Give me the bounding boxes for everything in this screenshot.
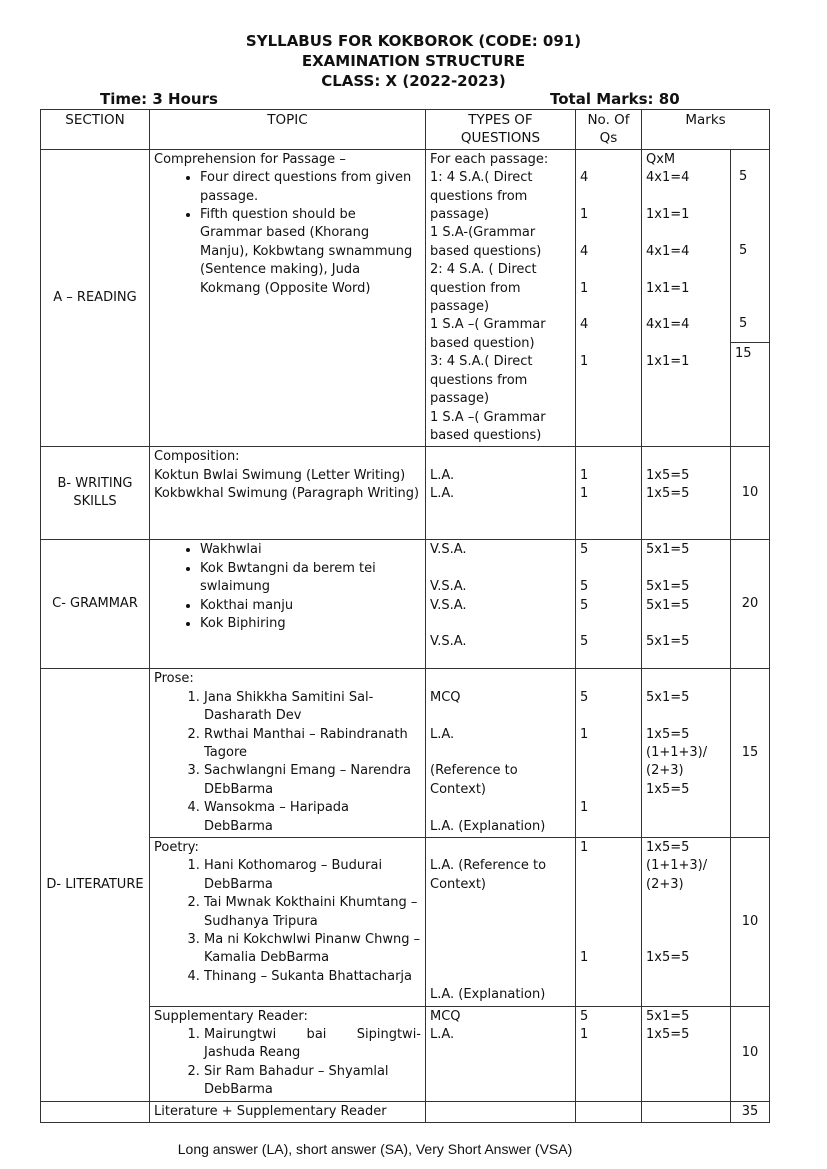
qxm-value: 5x1=5	[646, 542, 690, 558]
total-marks-label: Total Marks: 80	[550, 90, 680, 108]
section-writing: B- WRITING SKILLS	[41, 447, 150, 540]
qs-value: 1	[580, 354, 589, 370]
qs-value: 4	[580, 243, 589, 259]
poetry-heading: Poetry:	[154, 839, 199, 855]
subtotal-value: 5	[739, 316, 748, 332]
list-item: • Kokthai manju	[200, 597, 421, 615]
poetry-topic	[150, 837, 426, 1006]
qxm-value: (1+1+3)/	[646, 858, 708, 874]
reading-topic-intro: Comprehension for Passage –	[154, 151, 346, 167]
list-item: 2. Tai Mwnak Kokthaini Khumtang – Sudhanya Tripura	[204, 894, 421, 931]
table-row	[41, 837, 770, 1006]
topic-line: Koktun Bwlai Swimung (Letter Writing)	[154, 467, 406, 483]
list-item: 3. Sachwlangni Emang – Narendra DEbBarma	[204, 762, 421, 799]
grammar-topic	[150, 540, 426, 669]
reading-total: 15	[731, 342, 769, 365]
qs-value: 1	[580, 207, 589, 222]
list-item: • Four direct questions from given passage.	[200, 169, 421, 206]
grammar-types	[426, 540, 576, 669]
qs-value: 1	[580, 280, 589, 296]
doc-class: CLASS: X (2022-2023)	[321, 72, 506, 90]
supplementary-heading: Supplementary Reader:	[154, 1008, 308, 1024]
footer-note: Long answer (LA), short answer (SA), Very Short Answer (VSA)	[177, 1141, 573, 1157]
qs-value: 5	[580, 579, 589, 595]
type-item: MCQ	[430, 689, 461, 705]
col-no-qs: No. Of Qs	[576, 110, 642, 150]
writing-qxm	[642, 447, 731, 540]
prose-total: 15	[731, 669, 770, 838]
qs-value: 1	[580, 950, 589, 966]
list-item: • Kok Bwtangni da berem tei swlaimung	[200, 560, 421, 597]
type-item: 3: 4 S.A.( Direct questions from passage)	[430, 354, 533, 407]
writing-total: 10	[731, 447, 770, 540]
supplementary-topic	[150, 1006, 426, 1101]
qs-value: 1	[580, 800, 589, 816]
prose-no-qs	[576, 669, 642, 838]
qxm-value: 5x1=5	[646, 634, 690, 650]
qxm-value: 5x1=5	[646, 689, 690, 705]
topic-line: Kokbwkhal Swimung (Paragraph Writing)	[154, 486, 420, 502]
type-item: 1 S.A –( Grammar based question)	[430, 317, 546, 351]
prose-types	[426, 669, 576, 838]
type-item: L.A. (Reference to Context)	[430, 858, 547, 892]
time-label: Time: 3 Hours	[100, 90, 218, 108]
reading-no-qs	[576, 149, 642, 447]
writing-types	[426, 447, 576, 540]
subtotal-value: 5	[739, 242, 748, 258]
qs-value: 1	[580, 1026, 589, 1042]
qxm-value: 4x1=4	[646, 243, 690, 259]
supplementary-no-qs	[576, 1006, 642, 1101]
poetry-total: 10	[731, 837, 770, 1006]
qxm-value: 1x5=5	[646, 1026, 690, 1042]
qs-value: 1	[580, 839, 589, 855]
table-row	[41, 447, 770, 540]
qxm-value: 1x1=1	[646, 280, 690, 296]
writing-topic	[150, 447, 426, 540]
poetry-no-qs	[576, 837, 642, 1006]
doc-subtitle: EXAMINATION STRUCTURE	[301, 52, 526, 70]
list-item: • Fifth question should be Grammar based (Khorang Manju), Kokbwtang swnammung (Sentence making), Juda Kokmang (Opposite Word)	[200, 206, 421, 298]
list-item: 1. Hani Kothomarog – Budurai DebBarma	[204, 857, 421, 894]
type-item: L.A.	[430, 486, 455, 502]
type-item: MCQ	[430, 1008, 461, 1024]
qxm-value: 4x1=4	[646, 170, 690, 186]
supplementary-qxm	[642, 1006, 731, 1101]
list-item: 1. Jana Shikkha Samitini Sal- Dasharath Dev	[204, 689, 421, 726]
prose-qxm	[642, 669, 731, 838]
type-item: 1 S.A –( Grammar based questions)	[430, 409, 546, 443]
type-item: For each passage:	[430, 151, 549, 167]
list-item: 3. Ma ni Kokchwlwi Pinanw Chwng – Kamalia DebBarma	[204, 931, 421, 968]
type-item: V.S.A.	[430, 597, 467, 613]
type-item: V.S.A.	[430, 579, 467, 595]
qxm-value: (1+1+3)/	[646, 744, 708, 760]
type-item: L.A.	[430, 726, 455, 742]
list-item: 2. Sir Ram Bahadur – Shyamlal DebBarma	[204, 1063, 421, 1100]
qs-value: 5	[580, 1008, 589, 1024]
type-item: 1: 4 S.A.( Direct questions from passage)	[430, 170, 533, 223]
table-row	[41, 149, 770, 447]
list-item: 4. Thinang – Sukanta Bhattacharja	[204, 968, 421, 986]
col-marks: Marks	[642, 110, 770, 150]
grammar-no-qs	[576, 540, 642, 669]
qs-value: 4	[580, 170, 589, 186]
type-item: V.S.A.	[430, 634, 467, 650]
type-item: L.A.	[430, 1026, 455, 1042]
qxm-value: 5x1=5	[646, 579, 690, 595]
col-section: SECTION	[41, 110, 150, 150]
topic-line: Composition:	[154, 449, 240, 465]
col-types: TYPES OF QUESTIONS	[426, 110, 576, 150]
reading-qxm	[642, 149, 731, 447]
qxm-value: 1x5=5	[646, 467, 690, 483]
qxm-value: 5x1=5	[646, 597, 690, 613]
reading-types	[426, 149, 576, 447]
qxm-value: (2+3)	[646, 763, 684, 779]
type-item: V.S.A.	[430, 542, 467, 558]
reading-subtotals	[731, 149, 770, 447]
grammar-qxm	[642, 540, 731, 669]
qxm-header: QxM	[646, 151, 676, 167]
list-item: 4. Wansokma – Haripada DebBarma	[204, 799, 421, 836]
writing-no-qs	[576, 447, 642, 540]
prose-heading: Prose:	[154, 671, 194, 687]
prose-topic	[150, 669, 426, 838]
table-row	[41, 1006, 770, 1101]
list-item: • Kok Biphiring	[200, 615, 421, 633]
supplementary-types	[426, 1006, 576, 1101]
table-header-row	[41, 110, 770, 150]
reading-topic	[150, 149, 426, 447]
section-literature: D- LITERATURE	[41, 669, 150, 1101]
type-item: L.A. (Explanation)	[430, 818, 546, 834]
table-row	[41, 669, 770, 838]
poetry-qxm	[642, 837, 731, 1006]
qxm-value: 1x5=5	[646, 486, 690, 502]
qxm-value: (2+3)	[646, 876, 684, 892]
qxm-value: 1x5=5	[646, 839, 690, 855]
type-item: 2: 4 S.A. ( Direct question from passage)	[430, 262, 537, 315]
qxm-value: 5x1=5	[646, 1008, 690, 1024]
table-row	[41, 540, 770, 669]
qs-value: 1	[580, 726, 589, 742]
syllabus-table	[40, 109, 770, 1123]
section-grammar: C- GRAMMAR	[41, 540, 150, 669]
summary-total: 35	[731, 1101, 770, 1122]
qxm-value: 1x5=5	[646, 781, 690, 797]
doc-title: SYLLABUS FOR KOKBOROK (CODE: 091)	[245, 32, 582, 50]
col-topic: TOPIC	[150, 110, 426, 150]
section-reading: A – READING	[41, 149, 150, 447]
qxm-value: 1x1=1	[646, 354, 690, 370]
table-row	[41, 1101, 770, 1122]
qxm-value: 4x1=4	[646, 317, 690, 333]
qxm-value: 1x1=1	[646, 207, 690, 223]
qs-value: 5	[580, 597, 589, 613]
qs-value: 1	[580, 486, 589, 502]
type-item: L.A. (Explanation)	[430, 987, 546, 1003]
qs-value: 5	[580, 689, 589, 705]
supplementary-total: 10	[731, 1006, 770, 1101]
type-item: 1 S.A-(Grammar based questions)	[430, 225, 542, 259]
qs-value: 4	[580, 317, 589, 333]
qs-value: 5	[580, 542, 589, 558]
list-item: 2. Rwthai Manthai – Rabindranath Tagore	[204, 726, 421, 763]
type-item: L.A.	[430, 467, 455, 483]
qxm-value: 1x5=5	[646, 726, 690, 742]
list-item: 1. Mairungtwi bai Sipingtwi- Jashuda Reang	[204, 1026, 421, 1063]
qs-value: 1	[580, 467, 589, 483]
type-item: (Reference to Context)	[430, 763, 518, 797]
list-item: • Wakhwlai	[200, 541, 421, 559]
qxm-value: 1x5=5	[646, 950, 690, 966]
grammar-total: 20	[731, 540, 770, 669]
qs-value: 5	[580, 634, 589, 650]
summary-label: Literature + Supplementary Reader	[150, 1101, 426, 1122]
subtotal-value: 5	[739, 169, 748, 185]
poetry-types	[426, 837, 576, 1006]
